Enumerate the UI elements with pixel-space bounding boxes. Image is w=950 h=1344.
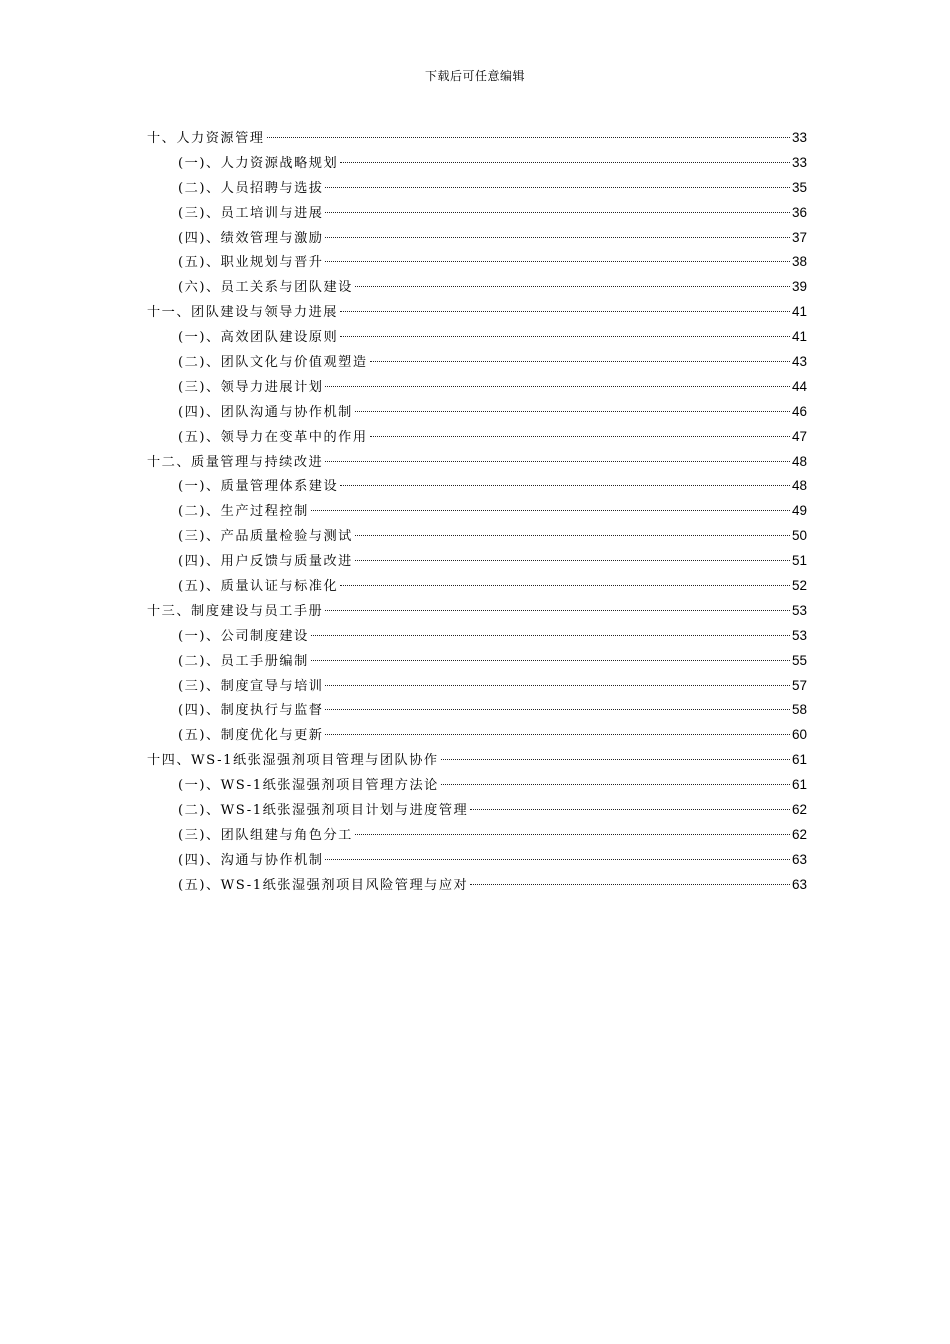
toc-entry-title: 十四、WS-1纸张湿强剂项目管理与团队协作 <box>147 753 439 769</box>
toc-entry-title: (五)、职业规划与晋升 <box>178 255 324 271</box>
toc-dot-leader <box>311 635 790 636</box>
toc-section-entry[interactable] <box>147 848 807 873</box>
toc-section-entry[interactable] <box>147 574 807 599</box>
toc-section-entry[interactable] <box>147 226 807 251</box>
toc-page-number: 61 <box>791 752 807 768</box>
toc-chapter-entry[interactable] <box>147 748 807 773</box>
toc-page-number: 43 <box>791 354 807 370</box>
toc-page-number: 57 <box>791 677 807 693</box>
toc-entry-title: (四)、用户反馈与质量改进 <box>178 554 353 570</box>
toc-page-number: 52 <box>791 578 807 594</box>
toc-section-entry[interactable] <box>147 250 807 275</box>
toc-entry-title: (一)、高效团队建设原则 <box>178 330 339 346</box>
toc-page-number: 62 <box>791 826 807 842</box>
toc-page-number: 48 <box>791 478 807 494</box>
toc-dot-leader <box>355 286 790 287</box>
toc-entry-title: (五)、WS-1纸张湿强剂项目风险管理与应对 <box>178 877 469 893</box>
toc-page-number: 49 <box>791 503 807 519</box>
toc-section-entry[interactable] <box>147 499 807 524</box>
toc-entry-title: (四)、制度执行与监督 <box>178 703 324 719</box>
toc-section-entry[interactable] <box>147 773 807 798</box>
toc-section-entry[interactable] <box>147 649 807 674</box>
toc-dot-leader <box>340 585 790 586</box>
toc-section-entry[interactable] <box>147 624 807 649</box>
toc-section-entry[interactable] <box>147 674 807 699</box>
toc-page-number: 51 <box>791 553 807 569</box>
toc-page-number: 44 <box>791 378 807 394</box>
toc-page-number: 39 <box>791 279 807 295</box>
toc-section-entry[interactable] <box>147 375 807 400</box>
toc-page-number: 53 <box>791 602 807 618</box>
toc-entry-title: (一)、人力资源战略规划 <box>178 155 339 171</box>
toc-section-entry[interactable] <box>147 176 807 201</box>
toc-page-number: 38 <box>791 254 807 270</box>
toc-dot-leader <box>325 386 789 387</box>
toc-entry-title: (一)、公司制度建设 <box>178 628 309 644</box>
toc-dot-leader <box>325 734 789 735</box>
toc-page-number: 63 <box>791 851 807 867</box>
toc-entry-title: (一)、质量管理体系建设 <box>178 479 339 495</box>
toc-dot-leader <box>340 485 790 486</box>
toc-entry-title: (二)、人员招聘与选拔 <box>178 180 324 196</box>
toc-dot-leader <box>325 461 790 462</box>
toc-section-entry[interactable] <box>147 549 807 574</box>
toc-dot-leader <box>311 660 790 661</box>
toc-section-entry[interactable] <box>147 425 807 450</box>
toc-section-entry[interactable] <box>147 873 807 898</box>
toc-page-number: 33 <box>791 154 807 170</box>
toc-page-number: 50 <box>791 528 807 544</box>
toc-section-entry[interactable] <box>147 151 807 176</box>
toc-chapter-entry[interactable] <box>147 126 807 151</box>
toc-entry-title: (五)、制度优化与更新 <box>178 728 324 744</box>
toc-page-number: 60 <box>791 727 807 743</box>
toc-page-number: 62 <box>791 802 807 818</box>
toc-section-entry[interactable] <box>147 275 807 300</box>
toc-dot-leader <box>325 685 789 686</box>
page-header: 下载后可任意编辑 <box>424 69 525 83</box>
toc-dot-leader <box>340 162 790 163</box>
toc-entry-title: (二)、WS-1纸张湿强剂项目计划与进度管理 <box>178 803 469 819</box>
toc-dot-leader <box>325 187 789 188</box>
toc-entry-title: (四)、团队沟通与协作机制 <box>178 404 353 420</box>
table-of-contents <box>147 126 807 898</box>
toc-section-entry[interactable] <box>147 350 807 375</box>
toc-entry-title: (二)、团队文化与价值观塑造 <box>178 355 368 371</box>
toc-section-entry[interactable] <box>147 798 807 823</box>
toc-page-number: 48 <box>791 453 807 469</box>
toc-dot-leader <box>311 510 790 511</box>
toc-entry-title: (三)、产品质量检验与测试 <box>178 529 353 545</box>
toc-entry-title: (二)、员工手册编制 <box>178 653 309 669</box>
toc-dot-leader <box>325 610 790 611</box>
toc-dot-leader <box>470 809 790 810</box>
toc-section-entry[interactable] <box>147 325 807 350</box>
toc-entry-title: (三)、领导力进展计划 <box>178 379 324 395</box>
toc-dot-leader <box>267 137 790 138</box>
toc-dot-leader <box>355 411 790 412</box>
toc-chapter-entry[interactable] <box>147 450 807 475</box>
toc-dot-leader <box>355 560 790 561</box>
toc-entry-title: (五)、领导力在变革中的作用 <box>178 429 368 445</box>
toc-section-entry[interactable] <box>147 823 807 848</box>
toc-dot-leader <box>441 759 790 760</box>
toc-dot-leader <box>355 834 790 835</box>
toc-dot-leader <box>441 784 790 785</box>
toc-entry-title: 十一、团队建设与领导力进展 <box>147 305 338 321</box>
toc-dot-leader <box>325 212 789 213</box>
toc-entry-title: (三)、员工培训与进展 <box>178 205 324 221</box>
toc-dot-leader <box>325 709 789 710</box>
toc-dot-leader <box>325 261 789 262</box>
toc-page-number: 33 <box>791 130 807 145</box>
toc-entry-title: (三)、制度宣导与培训 <box>178 678 324 694</box>
toc-section-entry[interactable] <box>147 524 807 549</box>
toc-entry-title: 十三、制度建设与员工手册 <box>147 603 324 619</box>
toc-entry-title: (三)、团队组建与角色分工 <box>178 827 353 843</box>
toc-entry-title: (一)、WS-1纸张湿强剂项目管理方法论 <box>178 778 439 794</box>
toc-entry-title: 十二、质量管理与持续改进 <box>147 454 324 470</box>
toc-section-entry[interactable] <box>147 400 807 425</box>
toc-page-number: 63 <box>791 876 807 892</box>
toc-dot-leader <box>470 884 790 885</box>
toc-section-entry[interactable] <box>147 723 807 748</box>
toc-entry-title: (二)、生产过程控制 <box>178 504 309 520</box>
toc-section-entry[interactable] <box>147 474 807 499</box>
toc-section-entry[interactable] <box>147 201 807 226</box>
toc-chapter-entry[interactable] <box>147 300 807 325</box>
toc-page-number: 41 <box>791 304 807 320</box>
toc-dot-leader <box>325 859 789 860</box>
toc-entry-title: (四)、绩效管理与激励 <box>178 230 324 246</box>
toc-dot-leader <box>340 311 790 312</box>
toc-dot-leader <box>370 436 790 437</box>
toc-chapter-entry[interactable] <box>147 599 807 624</box>
toc-page-number: 55 <box>791 652 807 668</box>
toc-page-number: 46 <box>791 403 807 419</box>
toc-page-number: 37 <box>791 229 807 245</box>
toc-page-number: 41 <box>791 329 807 345</box>
toc-page-number: 36 <box>791 204 807 220</box>
toc-dot-leader <box>340 336 790 337</box>
toc-section-entry[interactable] <box>147 698 807 723</box>
toc-entry-title: (五)、质量认证与标准化 <box>178 579 339 595</box>
toc-page-number: 61 <box>791 777 807 793</box>
toc-page-number: 35 <box>791 179 807 195</box>
toc-entry-title: (四)、沟通与协作机制 <box>178 852 324 868</box>
toc-dot-leader <box>325 237 789 238</box>
toc-page-number: 58 <box>791 702 807 718</box>
toc-entry-title: (六)、员工关系与团队建设 <box>178 280 353 296</box>
toc-dot-leader <box>355 535 790 536</box>
toc-entry-title: 十、人力资源管理 <box>147 131 265 146</box>
toc-page-number: 53 <box>791 627 807 643</box>
toc-page-number: 47 <box>791 428 807 444</box>
toc-dot-leader <box>370 361 790 362</box>
